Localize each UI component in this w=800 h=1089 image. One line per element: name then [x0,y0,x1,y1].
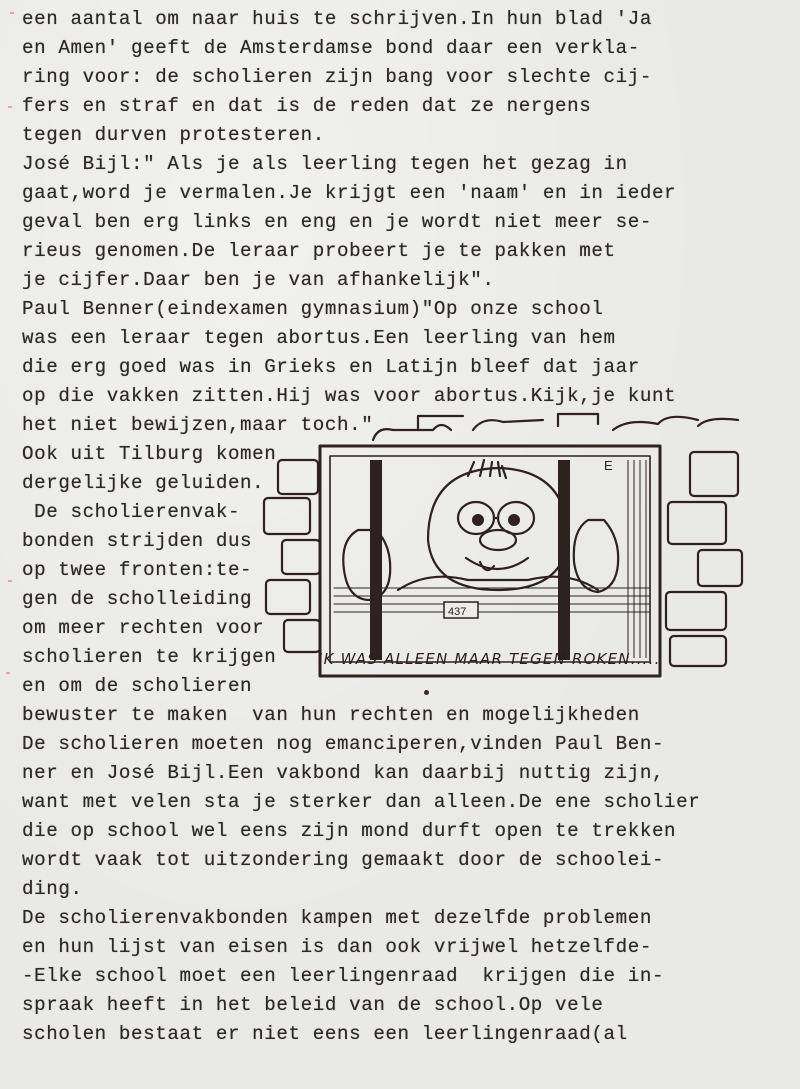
text-line: tegen durven protesteren. [22,124,325,146]
text-line: Paul Benner(eindexamen gymnasium)"Op onze school [22,298,604,320]
wall-letter: E [604,458,613,473]
text-line: fers en straf en dat is de reden dat ze nergens [22,95,592,117]
text-line: De scholieren moeten nog emanciperen,vinden Paul Ben- [22,733,665,755]
ink-dot [424,690,429,695]
text-line: en Amen' geeft de Amsterdamse bond daar een verkla- [22,37,640,59]
text-line: op die vakken zitten.Hij was voor abortus.Kijk,je kunt [22,385,677,407]
text-line: die op school wel eens zijn mond durft open te trekken [22,820,677,842]
text-line: je cijfer.Daar ben je van afhankelijk". [22,269,495,291]
text-line: rieus genomen.De leraar probeert je te pakken met [22,240,616,262]
brick-left [278,460,318,494]
text-line: Ook uit Tilburg komen [22,443,277,465]
text-line: en hun lijst van eisen is dan ook vrijwel hetzelfde- [22,936,652,958]
paper-speck [6,672,10,674]
text-line: want met velen sta je sterker dan alleen.De ene scholier [22,791,701,813]
text-line: om meer rechten voor [22,617,265,639]
text-line: ner en José Bijl.Een vakbond kan daarbij nuttig zijn, [22,762,665,784]
text-line: José Bijl:" Als je als leerling tegen het gezag in [22,153,628,175]
prisoner-figure [343,460,618,600]
cell-number: 437 [448,606,467,618]
text-line: gen de scholleiding [22,588,253,610]
text-line: bewuster te maken van hun rechten en mogelijkheden [22,704,640,726]
text-line: spraak heeft in het beleid van de school.Op vele [22,994,604,1016]
paper-speck [8,106,12,108]
text-line: ding. [22,878,83,900]
text-line: De scholierenvak- [22,501,241,523]
paper-speck [8,580,12,582]
cartoon-caption: IK WAS ALLEEN MAAR TEGEN ROKEN..... [318,650,661,668]
text-line: wordt vaak tot uitzondering gemaakt door de schoolei- [22,849,665,871]
prison-bar [558,460,570,660]
text-line: geval ben erg links en eng en je wordt niet meer se- [22,211,652,233]
paper-speck [10,12,14,14]
text-line: ring voor: de scholieren zijn bang voor slechte cij- [22,66,652,88]
text-line: een aantal om naar huis te schrijven.In hun blad 'Ja [22,8,652,30]
brick-right [690,452,738,496]
prison-cartoon-illustration [258,400,778,690]
text-line: en om de scholieren [22,675,253,697]
text-line: dergelijke geluiden. [22,472,265,494]
text-line: op twee fronten:te- [22,559,253,581]
text-line: scholieren te krijgen [22,646,277,668]
text-line: scholen bestaat er niet eens een leerlingenraad(al [22,1023,628,1045]
text-line: De scholierenvakbonden kampen met dezelfde problemen [22,907,652,929]
text-line: bonden strijden dus [22,530,253,552]
text-line: gaat,word je vermalen.Je krijgt een 'naam' en in ieder [22,182,677,204]
prison-bar [370,460,382,660]
text-line: was een leraar tegen abortus.Een leerling van hem [22,327,616,349]
text-line: het niet bewijzen,maar toch." [22,414,374,436]
text-line: -Elke school moet een leerlingenraad krijgen die in- [22,965,665,987]
brick-top [373,425,451,440]
text-line: die erg goed was in Grieks en Latijn bleef dat jaar [22,356,640,378]
